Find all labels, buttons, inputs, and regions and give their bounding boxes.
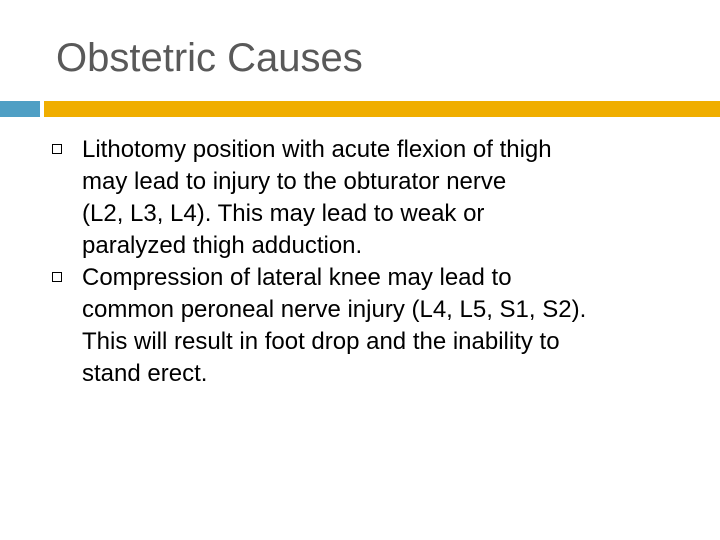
square-bullet-icon bbox=[52, 272, 62, 282]
square-bullet-icon bbox=[52, 144, 62, 154]
accent-bar-left bbox=[0, 101, 40, 117]
bullet-text-line: Lithotomy position with acute flexion of thigh bbox=[82, 136, 552, 163]
bullet-text-line: (L2, L3, L4). This may lead to weak or bbox=[82, 200, 485, 227]
bullet-text-line: common peroneal nerve injury (L4, L5, S1, S2). bbox=[82, 296, 587, 323]
bullet-item-obturator bbox=[48, 134, 708, 262]
bullet-text-line: may lead to injury to the obturator nerve bbox=[82, 168, 507, 195]
bullet-text-line: paralyzed thigh adduction. bbox=[82, 232, 363, 259]
slide-title: Obstetric Causes bbox=[56, 36, 363, 80]
bullet-text-line: This will result in foot drop and the inability to bbox=[82, 328, 560, 355]
bullet-text-line: stand erect. bbox=[82, 360, 208, 387]
bullet-text-line: Compression of lateral knee may lead to bbox=[82, 264, 512, 291]
bullet-list bbox=[48, 134, 708, 390]
bullet-item-peroneal bbox=[48, 262, 708, 390]
accent-bar-right bbox=[44, 101, 720, 117]
